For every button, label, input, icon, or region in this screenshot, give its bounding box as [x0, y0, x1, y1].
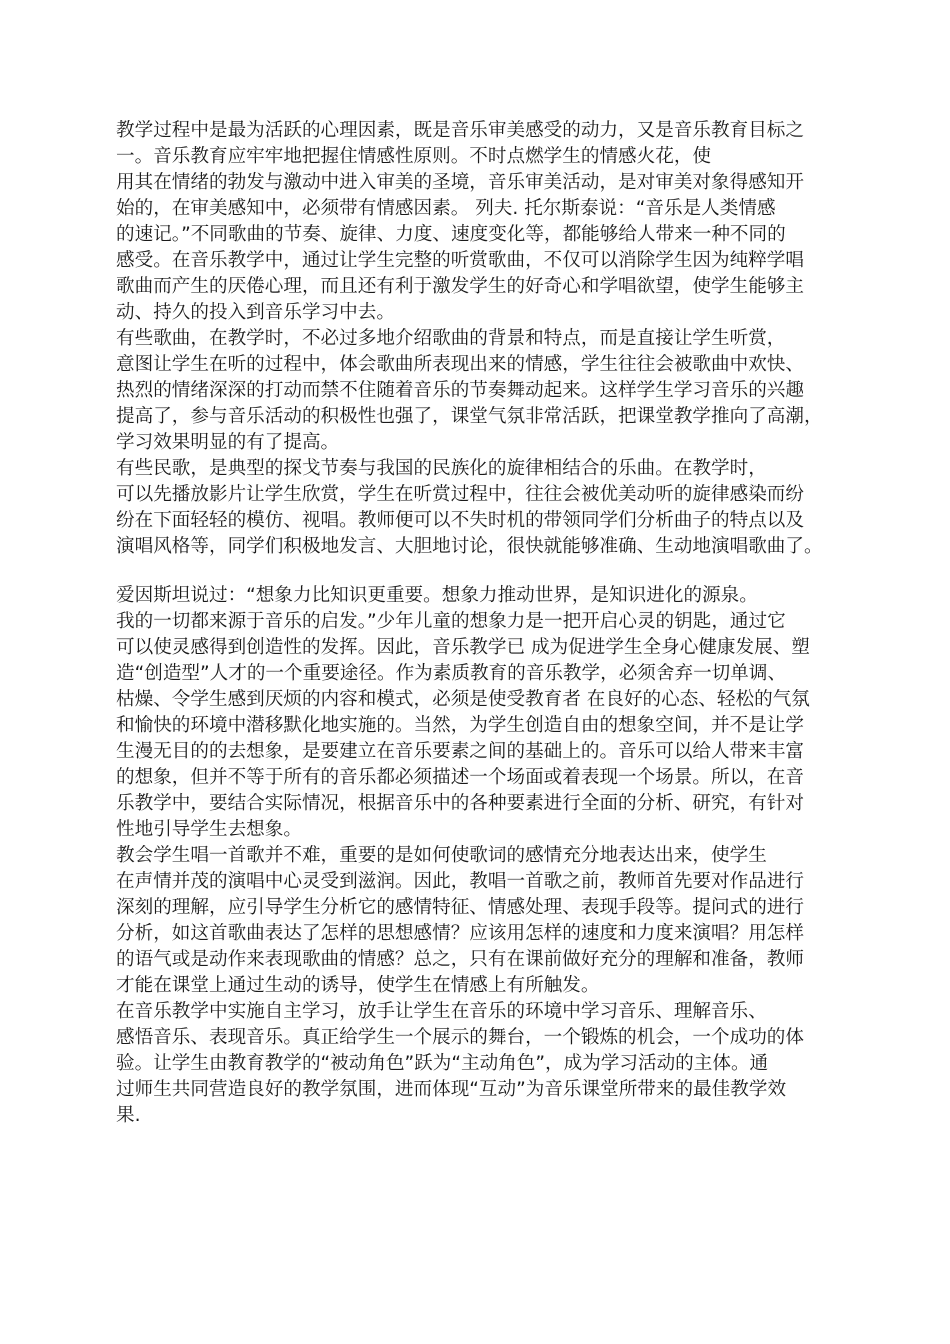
text-line: 爱因斯坦说过：“想象力比知识更重要。想象力推动世界，是知识进化的源泉。 — [116, 585, 758, 606]
text-line: 验。让学生由教育教学的“被动角色”跃为“主动角色”，成为学习活动的主体。通 — [116, 1053, 769, 1074]
text-line: 用其在情绪的勃发与激动中进入审美的圣境，音乐审美活动，是对审美对象得感知开 — [116, 172, 804, 193]
text-line: 一。音乐教育应牢牢地把握住情感性原则。不时点燃学生的情感火花，使 — [116, 146, 712, 167]
text-line: 热烈的情绪深深的打动而禁不住随着音乐的节奏舞动起来。这样学生学习音乐的兴趣 — [116, 380, 804, 401]
text-line: 和愉快的环境中潜移默化地实施的。当然，为学生创造自由的想象空间，并不是让学 — [116, 715, 804, 736]
text-line: 才能在课堂上通过生动的诱导，使学生在情感上有所触发。 — [116, 975, 600, 996]
text-line: 分析，如这首歌曲表达了怎样的思想感情？应该用怎样的速度和力度来演唱？用怎样 — [116, 923, 804, 944]
text-line: 有些民歌，是典型的探戈节奏与我国的民族化的旋律相结合的乐曲。在教学时， — [116, 458, 767, 479]
text-line: 歌曲而产生的厌倦心理，而且还有利于激发学生的好奇心和学唱欲望，使学生能够主 — [116, 276, 804, 297]
text-line: 的想象，但并不等于所有的音乐都必须描述一个场面或着表现一个场景。所以，在音 — [116, 767, 804, 788]
text-line: 深刻的理解，应引导学生分析它的感情特征、情感处理、表现手段等。提问式的进行 — [116, 897, 804, 918]
text-line: 生漫无目的的去想象，是要建立在音乐要素之间的基础上的。音乐可以给人带来丰富 — [116, 741, 804, 762]
text-line: 教学过程中是最为活跃的心理因素，既是音乐审美感受的动力，又是音乐教育目标之 — [116, 120, 804, 141]
text-line: 的语气或是动作来表现歌曲的情感？总之，只有在课前做好充分的理解和准备，教师 — [116, 949, 804, 970]
text-line: 感悟音乐、表现音乐。真正给学生一个展示的舞台，一个锻炼的机会，一个成功的体 — [116, 1027, 804, 1048]
text-line: 在声情并茂的演唱中心灵受到滋润。因此，教唱一首歌之前，教师首先要对作品进行 — [116, 871, 804, 892]
text-line: 感受。在音乐教学中，通过让学生完整的听赏歌曲，不仅可以消除学生因为纯粹学唱 — [116, 250, 804, 271]
text-line: 教会学生唱一首歌并不难，重要的是如何使歌词的感情充分地表达出来，使学生 — [116, 845, 767, 866]
text-line: 动、持久的投入到音乐学习中去。 — [116, 302, 395, 323]
text-line: 性地引导学生去想象。 — [116, 819, 302, 840]
text-line: 造“创造型”人才的一个重要途径。作为素质教育的音乐教学，必须舍弃一切单调、 — [116, 663, 787, 684]
text-line: 在音乐教学中实施自主学习，放手让学生在音乐的环境中学习音乐、理解音乐、 — [116, 1001, 767, 1022]
text-line: 演唱风格等，同学们积极地发言、大胆地讨论，很快就能够准确、生动地演唱歌曲了。 — [116, 536, 823, 557]
text-line: 乐教学中，要结合实际情况，根据音乐中的各种要素进行全面的分析、研究，有针对 — [116, 793, 804, 814]
text-line: 意图让学生在听的过程中，体会歌曲所表现出来的情感，学生往往会被歌曲中欢快、 — [116, 354, 804, 375]
text-line: 果. — [116, 1105, 141, 1126]
text-line: 提高了，参与音乐活动的积极性也强了，课堂气氛非常活跃，把课堂教学推向了高潮， — [116, 406, 823, 427]
text-line: 始的，在审美感知中，必须带有情感因素。 列夫. 托尔斯泰说：“音乐是人类情感 — [116, 198, 776, 219]
text-line: 可以使灵感得到创造性的发挥。因此，音乐教学已 成为促进学生全身心健康发展、塑 — [116, 637, 810, 658]
text-line: 我的一切都来源于音乐的启发。”少年儿童的想象力是一把开启心灵的钥匙，通过它 — [116, 611, 786, 632]
text-line: 的速记。”不同歌曲的节奏、旋律、力度、速度变化等，都能够给人带来一种不同的 — [116, 224, 786, 245]
text-line: 学习效果明显的有了提高。 — [116, 432, 340, 453]
text-line: 枯燥、令学生感到厌烦的内容和模式，必须是使受教育者 在良好的心态、轻松的气氛 — [116, 689, 810, 710]
text-line: 可以先播放影片让学生欣赏，学生在听赏过程中，往往会被优美动听的旋律感染而纷 — [116, 484, 804, 505]
text-line: 过师生共同营造良好的教学氛围，进而体现“互动”为音乐课堂所带来的最佳教学效 — [116, 1079, 787, 1100]
text-line: 有些歌曲，在教学时，不必过多地介绍歌曲的背景和特点，而是直接让学生听赏， — [116, 328, 786, 349]
text-line: 纷在下面轻轻的模仿、视唱。教师便可以不失时机的带领同学们分析曲子的特点以及 — [116, 510, 804, 531]
